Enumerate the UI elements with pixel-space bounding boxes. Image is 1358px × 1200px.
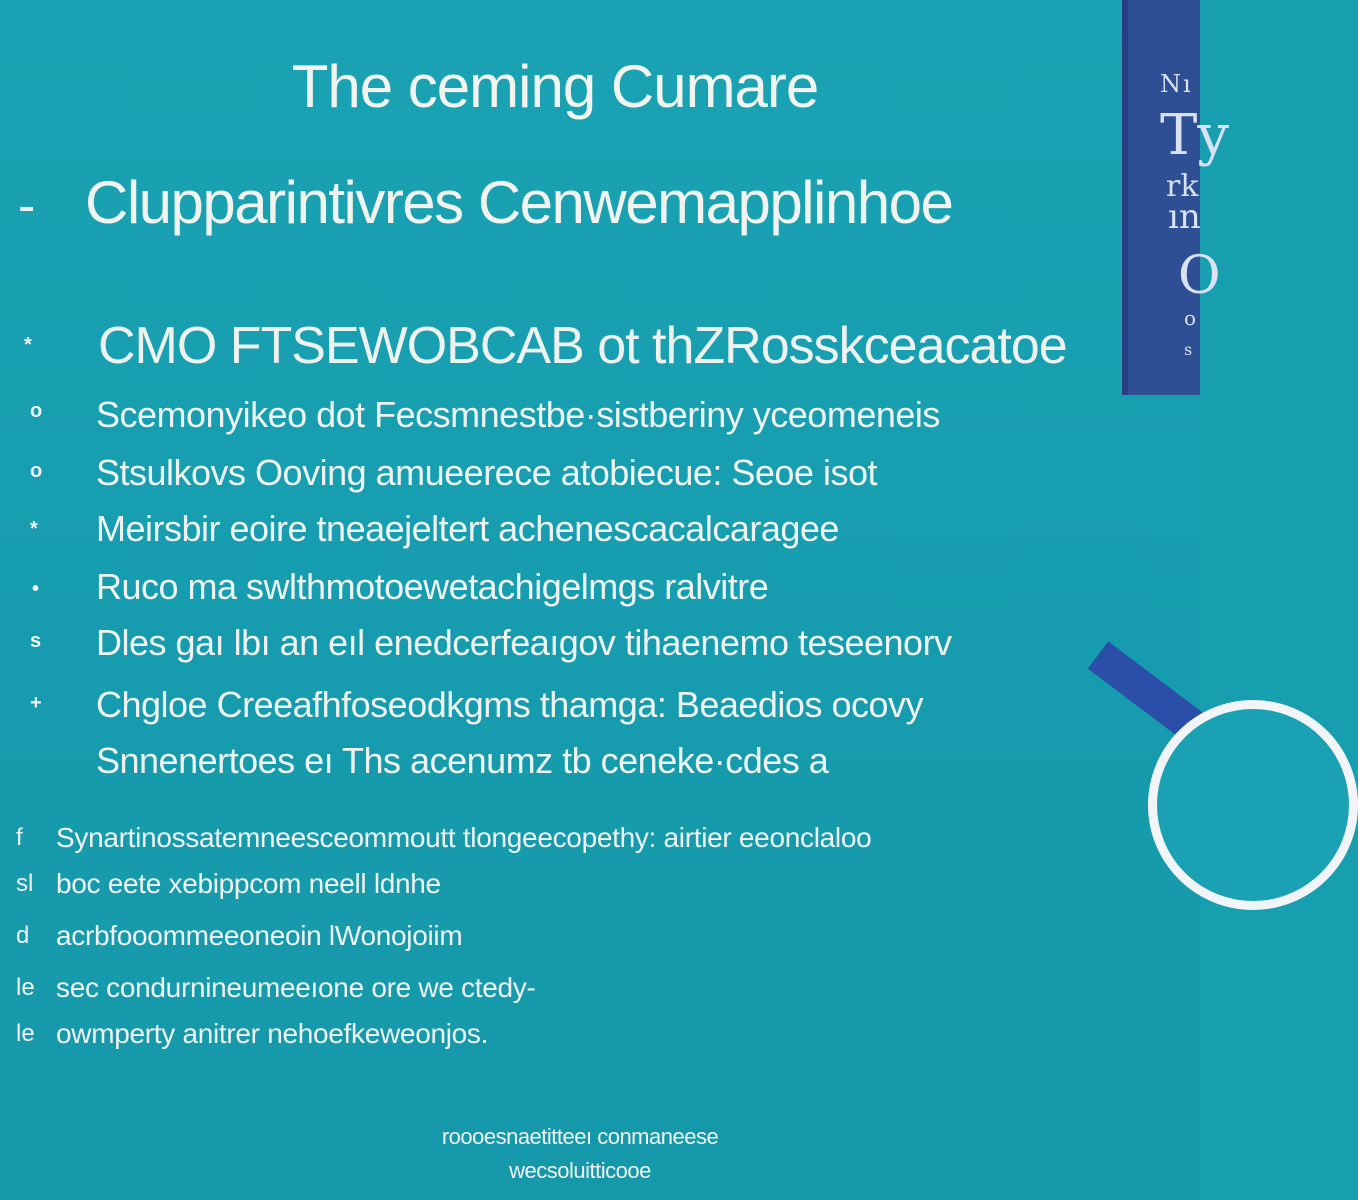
list-item: Scemonyikeo dot Fecsmnestbe·sistberiny yceomeneis	[96, 394, 940, 435]
list-item: Ruco ma swlthmotoewetachigelmgs ralvitre	[96, 566, 769, 607]
heading-mark: *	[24, 334, 32, 356]
side-card-text: Nı	[1160, 70, 1193, 98]
section-heading: CMO FTSEWOBCAB ot thZRosskceacatoe	[98, 317, 1067, 375]
small-list-item: acrbfooommeeoneoin lWonojoiim	[56, 920, 463, 951]
side-card-text: ın	[1168, 197, 1201, 237]
page-title: The ceming Cumare	[291, 53, 819, 120]
list-item: Snnenertoes eı Ths acenumz tb ceneke·cdes a	[96, 740, 829, 781]
side-card-text: Ty	[1160, 103, 1229, 168]
small-list-item: Synartinossatemneesceommoutt tlongeecopethy: airtier eeonclaloo	[56, 822, 872, 853]
page-subtitle: Clupparintivres Cenwemapplinhoe	[85, 169, 953, 236]
small-list-item: boc eete xebippcom neell ldnhe	[56, 868, 441, 899]
list-item: Stsulkovs Ooving amueerece atobiecue: Seoe isot	[96, 452, 877, 493]
bullet-mark: •	[32, 578, 40, 600]
small-list-mark: sl	[16, 870, 34, 897]
side-card-text: o	[1184, 306, 1197, 330]
list-item: Dles gaı lbı an eıl enedcerfeaıgov tihaenemo teseenorv	[96, 622, 952, 663]
bullet-mark: o	[30, 460, 43, 482]
small-list-item: owmperty anitrer nehoefkeweonjos.	[56, 1018, 489, 1049]
bullet-mark: +	[30, 692, 42, 714]
magnifier-icon	[1148, 700, 1358, 910]
list-item: Chgloe Creeafhfoseodkgms thamga: Beaedios ocovy	[96, 684, 923, 725]
side-card-text: rk	[1166, 169, 1199, 204]
bullet-mark: *	[30, 518, 38, 540]
small-list-mark: f	[16, 824, 23, 851]
side-card-text: s	[1184, 340, 1193, 359]
small-list-mark: d	[16, 922, 30, 949]
side-card-decoration	[1122, 0, 1229, 395]
subtitle-dash: -	[18, 177, 36, 235]
footer-line: roooesnaetitteeı conmaneese	[441, 1124, 719, 1149]
small-list-item: sec condurnineumeeıone ore we ctedy-	[56, 972, 536, 1003]
bullet-mark: s	[30, 630, 42, 652]
side-card-text: O	[1178, 246, 1221, 306]
bullet-mark: o	[30, 400, 43, 422]
small-list-mark: le	[16, 974, 35, 1001]
footer-line: wecsoluitticooe	[509, 1158, 651, 1183]
small-list-mark: le	[16, 1020, 35, 1047]
list-item: Meirsbir eoire tneaejeltert achenescacalcaragee	[96, 508, 839, 549]
